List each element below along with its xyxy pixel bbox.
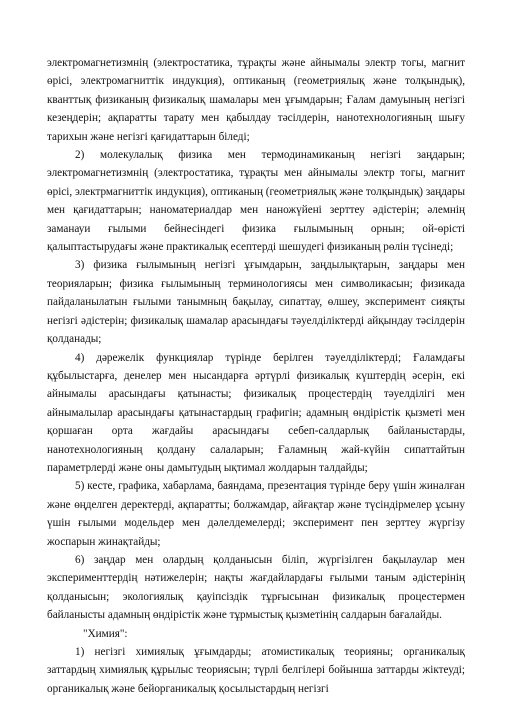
paragraph-chemistry-item-1: 1) негізгі химиялық ұғымдарды; атомистикалық теорияны; органикалық заттардың химиялық құрылыс теориясын; түрлі белгілері бойынша заттарды жіктеуді; органикалық және бейорганикалық қосылыстардың негізгі — [47, 646, 465, 695]
paragraph-item-2-understands: 2) молекулалық физика мен термодинамиканың негізгі заңдарын; электромагнетизмнің (электростатика, тұрақты мен айнымалы электр тогы, магнит өрісі, электрмагниттік индукция), оптиканың (геометриялық және толқындық) заңдары мен қағидаттарын; наноматериалдар мен наножүйені зерттеу әдістерін; әлемнің заманауи ғылыми бейнесіндегі физика ғылымының орнын; ой-өрісті қалыптастырудағы және практикалық есептерді шешудегі физиканың рөлін түсінеді; — [47, 149, 465, 254]
paragraph-item-5-synthesizes: 5) кесте, графика, хабарлама, баяндама, презентация түрінде беру үшін жиналған және өңделген деректерді, ақпаратты; болжамдар, айғақтар және түсіндірмелер ұсыну үшін ғылыми модельдер мен дәлелдемелерді; эксперимент пен зерттеу жүргізу жоспарын жинақтайды; — [47, 480, 465, 548]
paragraph-item-6-evaluates: 6) заңдар мен олардың қолданысын біліп, жүргізілген бақылаулар мен эксперименттердің нәтижелерін; нақты жағдайлардағы ғылыми таным әдістерінің қолданысын; экологиялық қауіпсіздік тұрғысынан физикалық процестермен байланысты адамның өндірістік және тұрмыстық қызметінің салдарын бағалайды. — [47, 553, 465, 622]
paragraph-item-4-analyzes: 4) дәрежелік функциялар түрінде берілген тәуелділіктерді; Ғаламдағы құбылыстарға, денелер мен нысандарға әртүрлі физикалық күштердің әсерін, екі айнымалы арасындағы қатынасты; физикалық процестердің тәуелділігі мен айнымалылар арасындағы қатынастардың графигін; адамның өндірістік қызметі мен қоршаған орта жағдайы арасындағы себеп-салдарлық байланыстарды, нанотехнологияның қолдану салаларын; Ғаламның жай-күйін сипаттайтын параметрлерді және оны дамытудың ықтимал жолдарын талдайды; — [47, 351, 465, 474]
paragraph-continued-physics-knowledge: электромагнетизмнің (электростатика, тұрақты және айнымалы электр тогы, магнит өрісі, электромагниттік индукция), оптиканың (геометриялық және толқындық), кванттық физиканың физикалық шамалары мен ұғымдарын; Ғалам дамуының негізгі кезеңдерін; ақпаратты тарату мен қабылдау тәсілдерін, нанотехнологияның шығу тарихын және негізгі қағидаттарын біледі; — [47, 57, 465, 143]
document-body — [47, 54, 465, 698]
section-heading-chemistry: "Химия": — [83, 627, 128, 640]
paragraph-item-3-applies: 3) физика ғылымының негізгі ұғымдарын, заңдылықтарын, заңдары мен теорияларын; физика ғылымының терминологиясы мен символикасын; физикада пайдаланылатын ғылыми танымның бақылау, сипаттау, өлшеу, эксперимент сияқты негізгі әдістерін; физикалық шамалар арасындағы тәуелділіктерді айқындау тәсілдерін қолданады; — [47, 259, 465, 346]
